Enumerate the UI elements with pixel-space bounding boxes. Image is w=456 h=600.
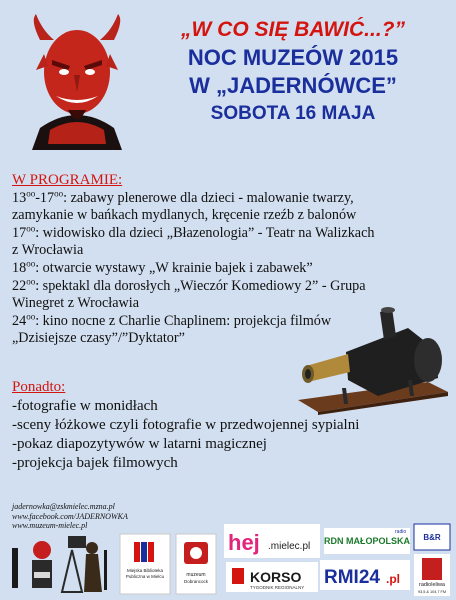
time-sup: oo — [26, 223, 36, 234]
contact-website[interactable]: www.muzeum-mielec.pl — [12, 521, 88, 530]
program-text: „Dzisiejsze czasy”/”Dyktator” — [12, 330, 185, 347]
time: 24 — [12, 312, 27, 329]
rdn-text: RDN MAŁOPOLSKA — [324, 536, 410, 546]
event-title: „W CO SIĘ BAWIĆ...?” — [181, 18, 405, 41]
time: 22 — [12, 277, 27, 294]
korso-logo — [226, 562, 318, 592]
program-text: z Wrocławia — [12, 242, 84, 259]
time: 13 — [12, 189, 27, 206]
library-label: Miejska Biblioteka Publiczna w Mielcu — [125, 568, 165, 579]
korso-text: KORSO — [250, 569, 302, 585]
event-name: NOC MUZEÓW 2015 — [187, 45, 399, 70]
library-logo — [120, 534, 170, 594]
radioleliwa-freq: 93,5 & 104,7 FM — [417, 590, 447, 594]
hej-suffix: .mielec.pl — [268, 541, 311, 552]
event-venue: W „JADERNÓWCE” — [189, 73, 397, 98]
muzeum-logo — [176, 534, 216, 594]
extra-item: -projekcja bajek filmowych — [12, 455, 178, 471]
program-row — [12, 225, 452, 243]
devil-mask-image — [22, 10, 132, 150]
extra-item: -fotografie w monidłach — [12, 398, 158, 414]
sponsor-logos — [0, 520, 456, 600]
program-row — [12, 242, 452, 260]
radioleliwa-text: radioleliwa — [419, 582, 445, 588]
program-row — [12, 187, 452, 208]
time-sup: oo — [26, 258, 36, 269]
time-sup: oo — [26, 311, 36, 322]
program-text: : kino nocne z Charlie Chaplinem: projekcja filmów — [35, 312, 332, 329]
time-end: -17 — [35, 189, 55, 206]
program-text: : spektakl dla dorosłych „Wieczór Komediowy 2” - Grupa — [35, 277, 366, 294]
museum-seal-logo — [12, 541, 52, 588]
time: 18 — [12, 259, 27, 276]
time-sup: oo — [26, 187, 36, 198]
program-row — [12, 275, 452, 296]
br-logo — [414, 524, 450, 550]
radioleliwa-logo — [414, 554, 450, 596]
program-text: : otwarcie wystawy „W krainie bajek i zabawek” — [35, 259, 313, 276]
muzeum-label: muzeum — [186, 572, 206, 578]
rmi24-logo — [320, 560, 410, 590]
time-sup: oo — [54, 187, 64, 198]
program-text: Winegret z Wrocławia — [12, 295, 140, 312]
rmi-suffix: .pl — [386, 572, 400, 586]
muzeum-label-sub: Dobrancock — [183, 579, 209, 584]
extra-section — [12, 378, 432, 473]
extra-item: -sceny łóżkowe czyli fotografie w przedwojennej sypialni — [12, 417, 360, 433]
photographer-logo — [62, 536, 107, 592]
extra-heading: Ponadto: — [12, 379, 66, 395]
program-row — [12, 207, 452, 225]
radio-small-label: radio — [395, 529, 407, 535]
contact-email[interactable]: jadernowka@zskmielec.mzna.pl — [12, 502, 115, 511]
event-header — [130, 18, 456, 128]
hej-logo — [224, 524, 320, 558]
korso-sub: TYGODNIK REGIONALNY — [250, 585, 305, 590]
extra-item: -pokaz diapozytywów w latarni magicznej — [12, 436, 267, 452]
program-text: : widowisko dla dzieci „Błazenologia” - Teatr na Walizkach — [35, 224, 375, 241]
contact-facebook[interactable]: www.facebook.com/JADERNOWKA — [12, 511, 128, 521]
br-text: B&R — [423, 533, 441, 542]
rmi-text: RMI24 — [324, 567, 380, 588]
program-text: : zabawy plenerowe dla dzieci - malowanie twarzy, — [63, 189, 354, 206]
program-text: zamykanie w bańkach mydlanych, kręcenie rzeźb z balonów — [12, 207, 357, 224]
program-heading: W PROGRAMIE: — [12, 172, 123, 188]
event-date: SOBOTA 16 MAJA — [210, 103, 376, 124]
time: 17 — [12, 224, 27, 241]
hej-text: hej — [228, 530, 260, 555]
time-sup: oo — [26, 275, 36, 286]
rdn-malopolska-logo — [324, 528, 410, 554]
program-row — [12, 260, 452, 278]
